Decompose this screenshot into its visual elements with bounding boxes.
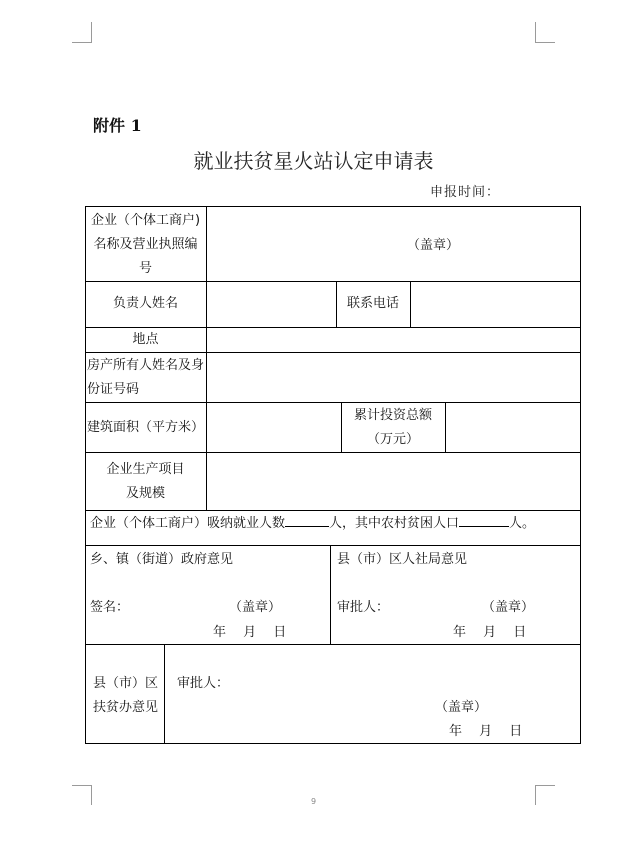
employment-text-2: 人，其中农村贫困人口: [329, 516, 460, 531]
attachment-label: 附件 1: [93, 116, 142, 135]
application-form-table: [85, 206, 581, 744]
employment-sentence: [90, 512, 535, 536]
poverty-count-blank[interactable]: [459, 512, 509, 527]
company-name-label-line1: 企业（个体工商户): [90, 213, 201, 228]
date-label: 申报时间：: [430, 185, 501, 200]
company-name-label-line3: 号: [138, 261, 152, 276]
employment-count-blank[interactable]: [285, 512, 329, 527]
county-hr-date: 年 月 日: [453, 625, 527, 640]
owner-field[interactable]: [208, 354, 578, 401]
poverty-office-label-line2: 扶贫办意见: [93, 700, 159, 715]
address-field[interactable]: [208, 329, 578, 351]
area-label: 建筑面积（平方米）: [86, 420, 204, 435]
poverty-office-seal: （盖章）: [435, 700, 488, 715]
investment-label-line1: 累计投资总额: [353, 408, 432, 423]
leader-name-label: 负责人姓名: [112, 296, 178, 311]
phone-label: 联系电话: [346, 296, 399, 311]
company-name-field[interactable]: [208, 208, 578, 280]
township-sign-label: 签名：: [90, 600, 130, 615]
project-label-line1: 企业生产项目: [106, 462, 185, 477]
project-label-line2: 及规模: [125, 486, 165, 501]
page-number: 9: [310, 797, 317, 806]
poverty-office-label-line1: 县（市）区: [93, 676, 159, 691]
township-seal: （盖章）: [229, 600, 282, 615]
employment-text-3: 人。: [509, 516, 536, 531]
project-field[interactable]: [208, 454, 578, 509]
investment-field[interactable]: [447, 404, 579, 451]
poverty-office-date: 年 月 日: [449, 724, 523, 739]
county-hr-approver-label: 审批人：: [337, 600, 390, 615]
area-field[interactable]: [208, 404, 339, 451]
page-title: 就业扶贫星火站认定申请表: [193, 149, 434, 173]
poverty-office-approver-label: 审批人：: [177, 676, 230, 691]
company-name-label-line2: 名称及营业执照编: [93, 237, 198, 252]
county-hr-seal: （盖章）: [482, 600, 535, 615]
leader-name-field[interactable]: [208, 283, 334, 326]
county-hr-opinion-title: 县（市）区人社局意见: [337, 552, 468, 567]
address-label: 地点: [132, 332, 159, 347]
employment-text-1: 企业（个体工商户）吸纳就业人数: [90, 516, 286, 531]
phone-field[interactable]: [412, 283, 579, 326]
owner-label-line1: 房产所有人姓名及身: [87, 358, 205, 373]
township-date: 年 月 日: [213, 625, 287, 640]
investment-label-line2: （万元）: [366, 432, 419, 447]
owner-label-line2: 份证号码: [87, 382, 140, 397]
township-opinion-title: 乡、镇（街道）政府意见: [90, 552, 234, 567]
company-seal: （盖章）: [407, 238, 460, 253]
